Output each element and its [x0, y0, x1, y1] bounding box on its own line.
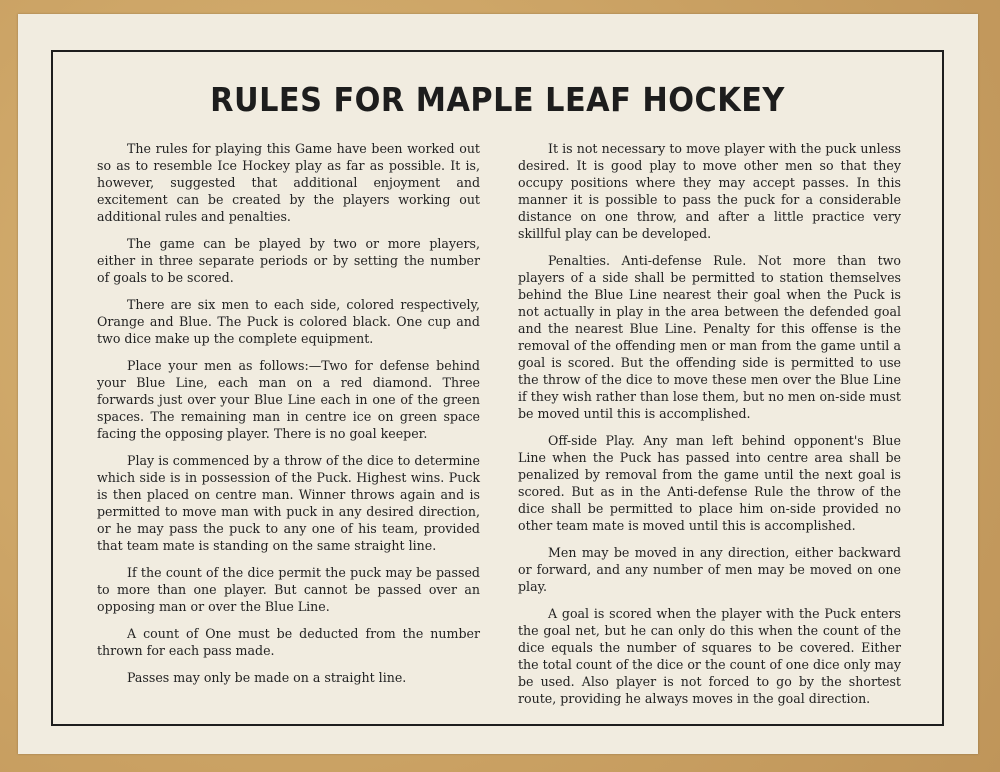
paragraph: A goal is scored when the player with the Puck enters the goal net, but he can only do this when the count of the dice equals the number of squares to be covered. Either the total count of the dice or the count of one dice only may be used. Also player is not forced to go by the shortest route, providing he always moves in the goal direction. — [518, 606, 901, 706]
paragraph: Place your men as follows:—Two for defense behind your Blue Line, each man on a red diamond. Three forwards just over your Blue Line each in one of the green spaces. The remaining man in centre ice on green space facing the opposing player. There is no goal keeper. — [97, 358, 480, 441]
paragraph: It is not necessary to move player with the puck unless desired. It is good play to move other men so that they occupy positions where they may accept passes. In this manner it is possible to pass the puck for a considerable distance on one throw, and after a little practice very skillful play can be developed. — [518, 141, 901, 241]
right-column — [518, 140, 901, 717]
paragraph: The game can be played by two or more players, either in three separate periods or by setting the number of goals to be scored. — [97, 236, 480, 285]
rules-sheet — [18, 14, 978, 754]
rules-frame — [51, 50, 944, 726]
paragraph: Men may be moved in any direction, either backward or forward, and any number of men may be moved on one play. — [518, 545, 901, 594]
paragraph: Play is commenced by a throw of the dice to determine which side is in possession of the Puck. Highest wins. Puck is then placed on centre man. Winner throws again and is permitted to move man with puck in any desired direction, or he may pass the puck to any one of his team, provided that team mate is standing on the same straight line. — [97, 453, 480, 553]
paragraph: A count of One must be deducted from the number thrown for each pass made. — [97, 626, 480, 658]
paragraph: If the count of the dice permit the puck may be passed to more than one player. But cannot be passed over an opposing man or over the Blue Line. — [97, 565, 480, 614]
page-title: RULES FOR MAPLE LEAF HOCKEY — [210, 80, 785, 119]
paragraph: Penalties. Anti-defense Rule. Not more than two players of a side shall be permitted to station themselves behind the Blue Line nearest their goal when the Puck is not actually in play in the area between the defended goal and the nearest Blue Line. Penalty for this offense is the removal of the offending men or man from the game until a goal is scored. But the offending side is permitted to use the throw of the dice to move these men over the Blue Line if they wish rather than lose them, but no men on-side must be moved until this is accomplished. — [518, 253, 901, 421]
paragraph: Off-side Play. Any man left behind opponent's Blue Line when the Puck has passed into centre area shall be penalized by removal from the game until the next goal is scored. But as in the Anti-defense Rule the throw of the dice shall be permitted to place him on-side provided no other team mate is moved until this is accomplished. — [518, 433, 901, 533]
left-column — [97, 140, 480, 696]
paragraph: Passes may only be made on a straight line. — [127, 670, 407, 685]
paragraph: There are six men to each side, colored respectively, Orange and Blue. The Puck is colored black. One cup and two dice make up the complete equipment. — [97, 297, 480, 346]
paragraph: The rules for playing this Game have been worked out so as to resemble Ice Hockey play as far as possible. It is, however, suggested that additional enjoyment and excitement can be created by the players working out additional rules and penalties. — [97, 141, 480, 224]
